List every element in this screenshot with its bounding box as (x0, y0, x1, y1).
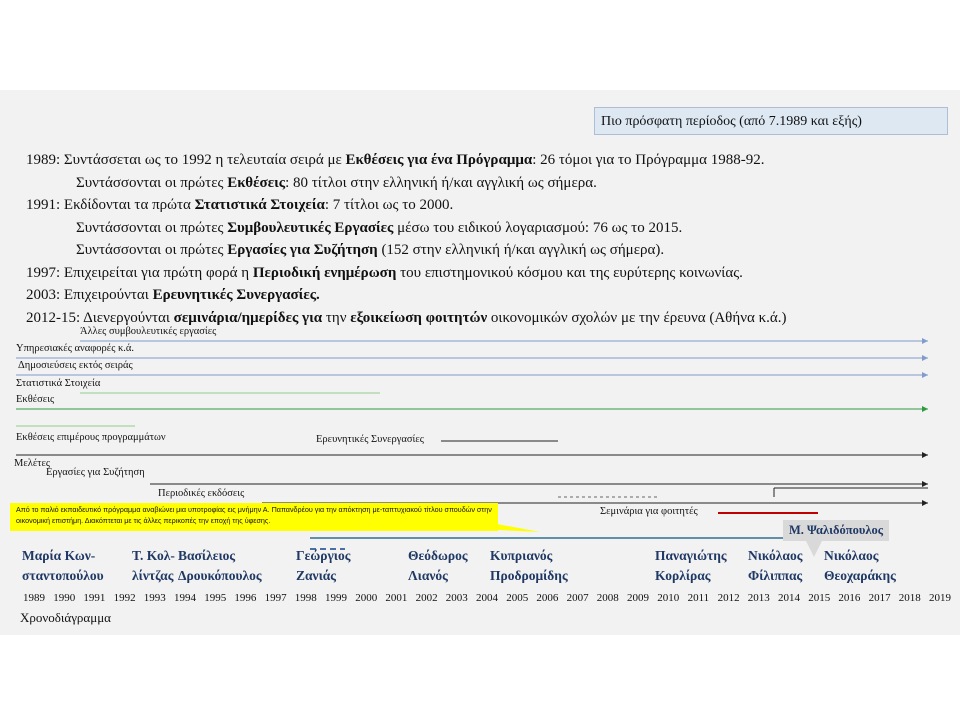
series-label: Περιοδικές εκδόσεις (158, 488, 245, 499)
year-tick-label: 1998 (294, 592, 317, 604)
year-tick-label: 2002 (415, 592, 438, 604)
person-second-line: σταντοπούλου (22, 568, 104, 583)
person-second-line: Προδρομίδης (490, 568, 568, 583)
event-highlight: Εργασίες για Συζήτηση (227, 242, 378, 258)
person-name (655, 546, 727, 586)
event-text: 2003: Επιχειρούνται (26, 287, 153, 303)
year-tick-label: 2009 (627, 592, 649, 604)
series-label: Στατιστικά Στοιχεία (16, 378, 101, 389)
event-highlight: εξοικείωση φοιτητών (350, 309, 488, 326)
year-tick-label: 2004 (476, 592, 498, 604)
person-second-line: Θεοχαράκης (824, 568, 896, 583)
event-text: την (322, 309, 351, 326)
person-name (296, 546, 350, 586)
event-text: 2012-15: Διενεργούνται (26, 309, 174, 326)
event-text: (152 στην ελληνική ή/και αγγλική ως σήμερα). (377, 242, 665, 258)
event-text: 1991: Εκδίδονται τα πρώτα (26, 197, 195, 213)
year-tick-label: 2018 (898, 592, 921, 604)
period-label: Πιο πρόσφατη περίοδος (από 7.1989 και εξής) (594, 107, 948, 135)
callout-pointer-icon (497, 524, 540, 532)
series-label: Μελέτες (14, 458, 51, 469)
year-tick-label: 1992 (113, 592, 136, 604)
person-first-line: Τ. Κολ- (132, 548, 175, 563)
event-highlight: Περιοδική ενημέρωση (252, 264, 397, 281)
year-tick-label: 2016 (838, 592, 861, 604)
series-label: Υπηρεσιακές αναφορές κ.ά. (16, 343, 135, 354)
person-name (178, 546, 262, 586)
event-highlight: σεμινάρια/ημερίδες για (173, 309, 323, 326)
series-label: Ερευνητικές Συνεργασίες (316, 434, 424, 445)
year-tick-label: 2012 (717, 592, 740, 604)
series-label: Εκθέσεις (16, 394, 55, 405)
series-label: Σεμινάρια για φοιτητές (600, 506, 698, 517)
year-tick-label: 1994 (174, 592, 196, 604)
year-tick-label: 2000 (355, 592, 378, 604)
event-text: μέσω του ειδικού λογαριασμού: 76 ως το 2015. (393, 219, 683, 236)
person-first-line: Γεώργιος (296, 548, 351, 563)
year-tick-label: 2006 (536, 592, 559, 604)
series-label: Δημοσιεύσεις εκτός σειράς (18, 360, 133, 371)
person-second-line: Φίλιππας (748, 568, 803, 583)
person-name (490, 546, 568, 586)
tag-pointer-icon (806, 541, 822, 557)
person-first-line: Νικόλαος (748, 548, 803, 563)
person-first-line: Θεόδωρος (408, 548, 468, 563)
event-highlight: Εκθέσεις για ένα Πρόγραμμα (345, 152, 533, 168)
event-text: 1989: Συντάσσεται ως το 1992 η τελευταία σειρά με (26, 152, 346, 168)
year-tick-label: 2007 (566, 592, 589, 604)
year-tick-label: 1999 (325, 592, 347, 604)
event-text: 1997: Επιχειρείται για πρώτη φορά η (26, 264, 253, 281)
event-highlight: Ερευνητικές Συνεργασίες. (152, 287, 320, 303)
scholarship-callout: Από το παλιό εκπαιδευτικό πρόγραμμα αναβιώνει μια υποτροφίας εις μνήμην Α. Παπανδρέου για την απόκτηση με-ταπτυχιακού τίτλου σπουδών στην οικονομική επιστήμη. Διακόπτεται με τις άλλες περικοπές την εποχή της ύφεσης. (10, 503, 498, 531)
event-text: Συντάσσονται οι πρώτες (76, 174, 228, 191)
event-text: : 7 τίτλοι ως το 2000. (324, 197, 454, 213)
year-tick-label: 1989 (23, 592, 45, 604)
series-label: Άλλες συμβουλευτικές εργασίες (80, 326, 217, 337)
event-text: : 80 τίτλοι στην ελληνική ή/και αγγλική ως σήμερα. (285, 174, 597, 191)
person-second-line: λίντζας (132, 568, 174, 583)
person-first-line: Βασίλειος (178, 548, 236, 563)
chair-tag: Μ. Ψαλιδόπουλος (783, 520, 889, 541)
event-text: : 26 τόμοι για το Πρόγραμμα 1988-92. (532, 152, 765, 168)
year-tick-label: 1997 (264, 592, 287, 604)
series-label: Εκθέσεις επιμέρους προγραμμάτων (16, 432, 166, 443)
person-name (132, 546, 175, 586)
year-tick-label: 2015 (808, 592, 831, 604)
year-tick-label: 2001 (385, 592, 408, 604)
year-tick-label: 1996 (234, 592, 257, 604)
year-tick-label: 2005 (506, 592, 529, 604)
event-highlight: Συμβουλευτικές Εργασίες (227, 219, 394, 236)
year-tick-label: 2013 (747, 592, 770, 604)
person-name (824, 546, 896, 586)
event-text: Συντάσσονται οι πρώτες (76, 219, 228, 236)
person-second-line: Ζανιάς (296, 568, 336, 583)
year-tick-label: 2011 (687, 592, 710, 604)
event-text: Συντάσσονται οι πρώτες (76, 242, 228, 258)
person-name (408, 546, 468, 586)
year-tick-label: 1991 (83, 592, 106, 604)
person-second-line: Δρουκόπουλος (178, 568, 262, 583)
person-name (22, 546, 104, 586)
person-name (748, 546, 802, 586)
axis-label: Χρονοδιάγραμμα (20, 610, 111, 625)
year-tick-label: 2008 (596, 592, 619, 604)
year-tick-label: 2019 (929, 592, 951, 604)
person-first-line: Κυπριανός (490, 548, 553, 563)
series-label: Εργασίες για Συζήτηση (46, 467, 145, 478)
person-second-line: Λιανός (408, 568, 448, 583)
year-tick-label: 1990 (53, 592, 76, 604)
year-tick-label: 2003 (445, 592, 468, 604)
year-tick-label: 1995 (204, 592, 227, 604)
event-highlight: Στατιστικά Στοιχεία (194, 197, 325, 213)
event-text: οικονομικών σχολών με την έρευνα (Αθήνα κ.ά.) (487, 309, 787, 326)
year-tick-label: 2014 (778, 592, 800, 604)
event-text: του επιστημονικού κόσμου και της ευρύτερης κοινωνίας. (396, 264, 743, 281)
event-highlight: Εκθέσεις (227, 174, 286, 191)
person-second-line: Κορλίρας (655, 568, 711, 583)
year-tick-label: 2017 (868, 592, 891, 604)
person-first-line: Νικόλαος (824, 548, 879, 563)
person-first-line: Παναγιώτης (655, 548, 727, 563)
person-first-line: Μαρία Κων- (22, 548, 96, 563)
year-tick-label: 1993 (143, 592, 166, 604)
year-tick-label: 2010 (657, 592, 680, 604)
